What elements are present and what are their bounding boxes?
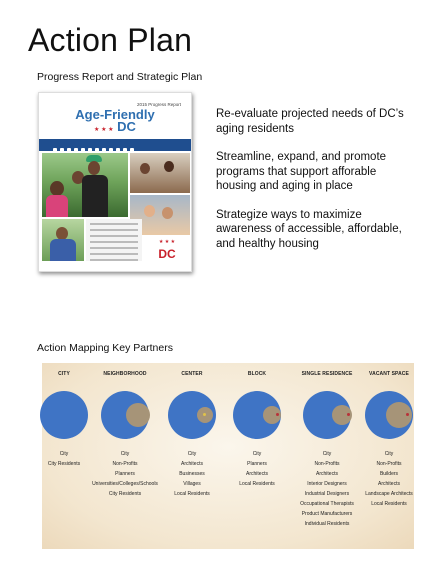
partner-item: Architects — [181, 461, 203, 467]
partner-item: City — [120, 451, 130, 457]
partner-item: Local Residents — [239, 481, 275, 487]
partner-item: Industrial Designers — [304, 491, 350, 497]
partner-item: Architects — [246, 471, 268, 477]
partner-list — [222, 449, 292, 489]
scale-title: CITY — [58, 371, 70, 377]
partner-list — [292, 449, 362, 529]
partner-item: Planners — [247, 461, 267, 467]
partner-item: Local Residents — [371, 501, 407, 507]
scale-circle-block — [233, 391, 281, 439]
partner-item: City — [322, 451, 332, 457]
page-subtitle: Progress Report and Strategic Plan — [37, 71, 203, 83]
scale-inner-circle — [386, 402, 412, 428]
partner-item: Villages — [183, 481, 201, 487]
partner-list — [29, 449, 99, 469]
partner-item: Builders — [379, 471, 399, 477]
goal-item: Streamline, expand, and promote programs that support afforable housing and aging in place — [216, 151, 387, 192]
cover-year-label: 2015 Progress Report — [136, 102, 181, 107]
mapping-section-title: Action Mapping Key Partners — [37, 342, 173, 354]
logo-stars: ★ ★ ★ — [94, 127, 114, 133]
scale-inner-circle — [197, 407, 213, 423]
partner-item: City Residents — [108, 491, 142, 497]
scale-title: NEIGHBORHOOD — [103, 371, 147, 377]
scale-column-single-residence — [292, 363, 362, 529]
partner-list — [90, 449, 160, 499]
scale-column-neighborhood — [90, 363, 160, 499]
badge-stars: ★ ★ ★ — [158, 239, 176, 245]
scale-circle-city — [40, 391, 88, 439]
cover-icon-bar — [39, 139, 191, 151]
scale-column-city — [29, 363, 99, 469]
partner-item: City Residents — [47, 461, 81, 467]
partner-item: Landscape Architects — [365, 491, 413, 497]
scale-inner-circle — [263, 406, 281, 424]
partner-list — [157, 449, 227, 499]
scale-column-center — [157, 363, 227, 499]
partner-list — [354, 449, 424, 509]
partner-item: Product Manufacturers — [301, 511, 353, 517]
report-cover-image — [38, 92, 192, 272]
scale-title: BLOCK — [247, 371, 267, 377]
scale-circle-vacant-space — [365, 391, 413, 439]
scale-column-vacant-space — [354, 363, 424, 509]
key-partners-diagram — [42, 363, 414, 549]
goal-item: Re-evaluate projected needs of DC’s aging residents — [216, 108, 404, 135]
scale-circle-center — [168, 391, 216, 439]
partner-item: City — [384, 451, 394, 457]
logo-line-2: DC — [117, 119, 136, 134]
goal-item: Strategize ways to maximize awareness of accessible, affordable, and healthy housing — [216, 208, 402, 250]
goals-list — [216, 107, 416, 265]
scale-circle-single-residence — [303, 391, 351, 439]
partner-item: Occupational Therapists — [300, 501, 354, 507]
scale-title: VACANT SPACE — [369, 371, 409, 377]
partner-item: Individual Residents — [304, 521, 350, 527]
partner-item: Businesses — [179, 471, 205, 477]
logo-line-1: Age-Friendly — [75, 107, 155, 122]
cover-photo-collage — [42, 153, 188, 263]
partner-item: Local Residents — [174, 491, 210, 497]
partner-item: Universities/Colleges/Schools — [92, 481, 158, 487]
scale-inner-circle — [126, 403, 150, 427]
scale-circle-neighborhood — [101, 391, 149, 439]
partner-item: City — [59, 451, 69, 457]
partner-item: Interior Designers — [307, 481, 347, 487]
page-title: Action Plan — [28, 22, 193, 58]
partner-item: Non-Profits — [314, 461, 340, 467]
badge-dc: DC — [158, 247, 176, 261]
cover-photo-group — [42, 153, 128, 217]
partner-item: City — [187, 451, 197, 457]
partner-item: Architects — [378, 481, 400, 487]
partner-item: Non-Profits — [376, 461, 402, 467]
age-friendly-dc-logo — [39, 109, 191, 136]
scale-column-block — [222, 363, 292, 489]
scale-title: SINGLE RESIDENCE — [301, 371, 353, 377]
cover-photo-senior — [42, 219, 84, 261]
partner-item: City — [252, 451, 262, 457]
partner-item: Architects — [316, 471, 338, 477]
cover-photo-residents — [130, 153, 190, 193]
cover-text-block — [86, 219, 142, 261]
dc-badge — [144, 237, 190, 261]
scale-title: CENTER — [181, 371, 203, 377]
partner-item: Non-Profits — [112, 461, 138, 467]
scale-inner-circle — [332, 405, 352, 425]
partner-item: Planners — [115, 471, 135, 477]
